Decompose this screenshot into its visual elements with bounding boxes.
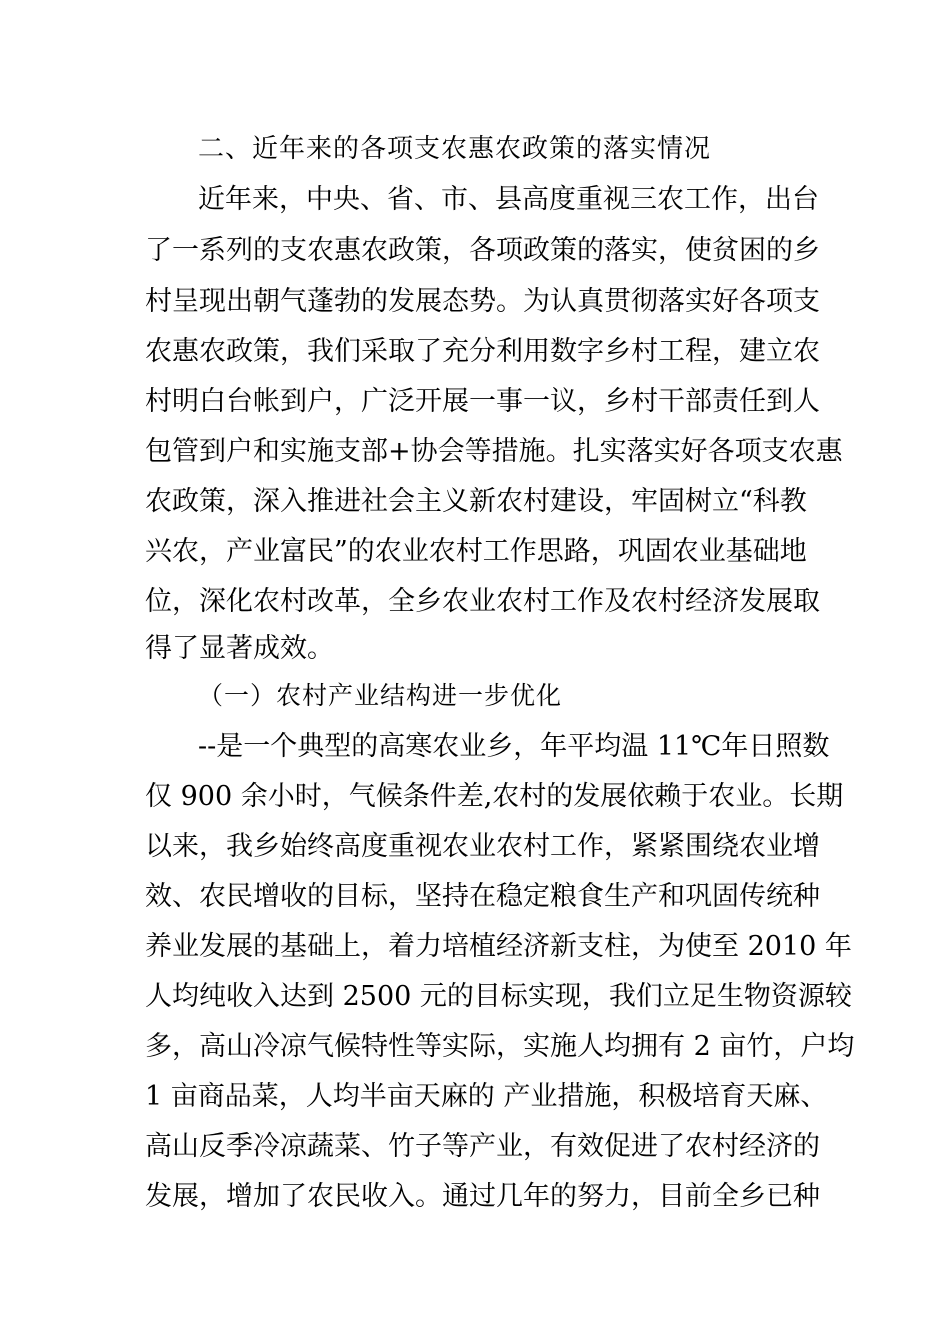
paragraph-line: 农惠农政策，我们采取了充分利用数字乡村工程，建立农 [145, 336, 820, 367]
paragraph-line: 效、农民增收的目标，坚持在稳定粮食生产和巩固传统种 [145, 881, 820, 912]
paragraph-line: 近年来，中央、省、市、县高度重视三农工作，出台 [198, 184, 819, 215]
paragraph-line: 养业发展的基础上，着力培植经济新支柱，为使至 2010 年 [145, 931, 852, 962]
paragraph-line: 得了显著成效。 [145, 633, 334, 664]
section-heading: 二、近年来的各项支农惠农政策的落实情况 [198, 134, 712, 164]
paragraph-line: 村明白台帐到户，广泛开展一事一议，乡村干部责任到人 [145, 386, 820, 417]
paragraph-line: 1 亩商品菜，人均半亩天麻的 产业措施，积极培育天麻、 [145, 1081, 828, 1112]
paragraph-line: 发展，增加了农民收入。通过几年的努力，目前全乡已种 [145, 1181, 820, 1212]
paragraph-line: 多，高山冷凉气候特性等实际，实施人均拥有 2 亩竹，户均 [145, 1031, 855, 1062]
paragraph-line: 人均纯收入达到 2500 元的目标实现，我们立足生物资源较 [145, 981, 852, 1012]
paragraph-line: 以来，我乡始终高度重视农业农村工作，紧紧围绕农业增 [145, 831, 820, 862]
paragraph-line: 仅 900 余小时，气候条件差,农村的发展依赖于农业。长期 [145, 781, 844, 812]
paragraph-line: 兴农，产业富民”的农业农村工作思路，巩固农业基础地 [145, 536, 807, 567]
paragraph-line: 农政策，深入推进社会主义新农村建设，牢固树立“科教 [145, 486, 807, 517]
paragraph-line: 村呈现出朝气蓬勃的发展态势。为认真贯彻落实好各项支 [145, 286, 820, 317]
paragraph-line: --是一个典型的高寒农业乡，年平均温 11℃年日照数 [198, 731, 830, 762]
paragraph-line: 包管到户和实施支部+协会等措施。扎实落实好各项支农惠 [145, 436, 843, 467]
paragraph-line: 高山反季冷凉蔬菜、竹子等产业，有效促进了农村经济的 [145, 1131, 820, 1162]
subsection-heading: （一）农村产业结构进一步优化 [198, 681, 563, 710]
paragraph-line: 了一系列的支农惠农政策，各项政策的落实，使贫困的乡 [145, 235, 820, 266]
paragraph-line: 位，深化农村改革，全乡农业农村工作及农村经济发展取 [145, 586, 820, 617]
